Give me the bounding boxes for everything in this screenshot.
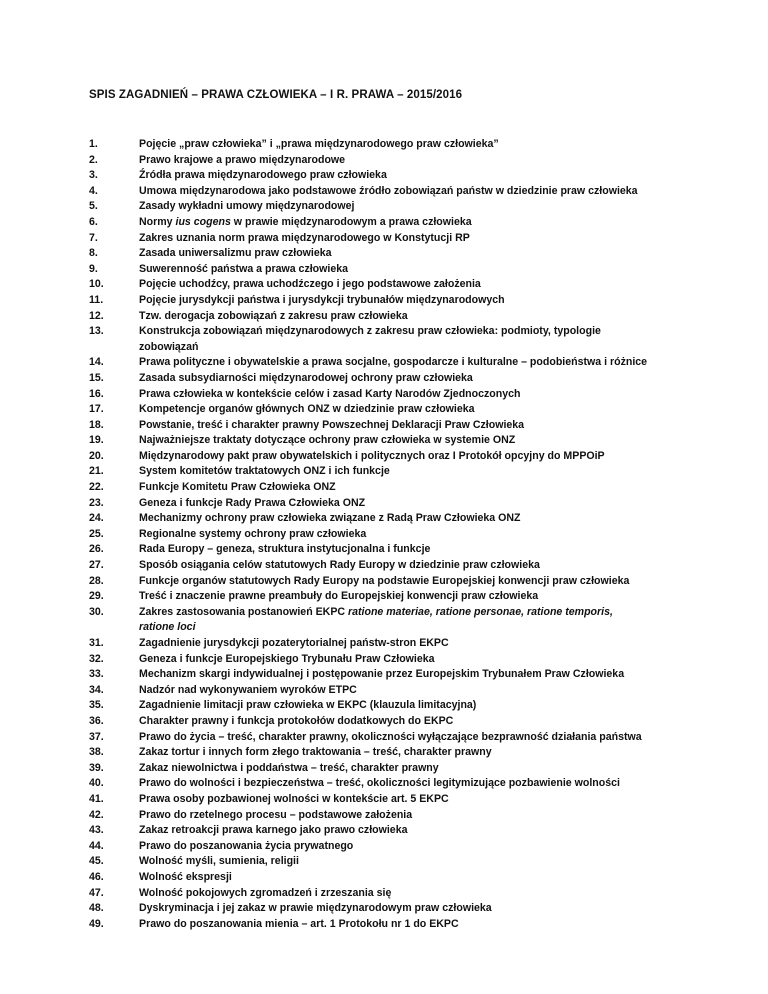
item-text: [139, 464, 729, 480]
list-item: [89, 636, 729, 652]
item-text-content: Zakres uznania norm prawa międzynarodowego w Konstytucji RP: [139, 231, 470, 244]
item-text: [139, 262, 729, 278]
item-text-content: Dyskryminacja i jej zakaz w prawie międzynarodowym praw człowieka: [139, 902, 492, 915]
item-number: 17.: [89, 403, 104, 416]
item-text: [139, 745, 729, 761]
item-number: 37.: [89, 730, 104, 743]
item-text-italic: ius cogens: [175, 215, 231, 228]
list-item: [89, 714, 729, 730]
item-text: [139, 355, 729, 371]
list-item: [89, 293, 729, 309]
item-text: [139, 636, 729, 652]
list-item: [89, 776, 729, 792]
item-text-content: w prawie międzynarodowym a prawa człowieka: [230, 215, 472, 228]
item-text: [139, 870, 729, 886]
item-text: [139, 309, 729, 325]
item-text: [139, 605, 729, 636]
item-number: 40.: [89, 777, 104, 790]
item-number: 24.: [89, 512, 104, 525]
item-text-content: Umowa międzynarodowa jako podstawowe źródło zobowiązań państw w dziedzinie praw człowieka: [139, 184, 638, 197]
item-text: [139, 449, 729, 465]
item-text-italic: ratione materiae, ratione personae, ratione temporis,: [348, 605, 613, 618]
item-text: [139, 496, 729, 512]
list-item: [89, 199, 729, 215]
item-text-content: Rada Europy – geneza, struktura instytucjonalna i funkcje: [139, 543, 431, 556]
item-text-content: Międzynarodowy pakt praw obywatelskich i politycznych oraz I Protokół opcyjny do MPPOiP: [139, 449, 605, 462]
item-text: [139, 558, 729, 574]
item-number: 1.: [89, 138, 98, 150]
item-number: 26.: [89, 543, 104, 556]
item-text-content: Regionalne systemy ochrony praw człowieka: [139, 527, 367, 540]
item-number: 8.: [89, 247, 98, 260]
list-item: [89, 262, 729, 278]
item-text-content: Zakaz tortur i innych form złego traktowania – treść, charakter prawny: [139, 746, 492, 759]
item-number: 35.: [89, 699, 104, 712]
item-text-content: Zasada subsydiarności międzynarodowej ochrony praw człowieka: [139, 371, 473, 384]
item-text: [139, 714, 729, 730]
list-item: [89, 683, 729, 699]
item-number: 41.: [89, 792, 104, 805]
item-text-content: Zasady wykładni umowy międzynarodowej: [139, 200, 355, 213]
list-item: [89, 402, 729, 418]
item-number: 43.: [89, 824, 104, 837]
item-number: 47.: [89, 886, 104, 899]
list-item: [89, 808, 729, 824]
item-text: [139, 667, 729, 683]
item-text-content: Prawo do poszanowania życia prywatnego: [139, 839, 354, 852]
item-text: [139, 371, 729, 387]
list-item: [89, 184, 729, 200]
item-text-content: Wolność ekspresji: [139, 870, 232, 883]
page-title: SPIS ZAGADNIEŃ – PRAWA CZŁOWIEKA – I R. PRAWA – 2015/2016: [89, 89, 463, 101]
list-item: [89, 917, 729, 933]
item-text: [139, 698, 729, 714]
list-item: [89, 480, 729, 496]
item-text-content: Geneza i funkcje Rady Prawa Człowieka ONZ: [139, 496, 366, 509]
item-text-content: Prawa osoby pozbawionej wolności w kontekście art. 5 EKPC: [139, 792, 449, 805]
item-number: 10.: [89, 278, 104, 291]
item-number: 5.: [89, 200, 98, 213]
item-text-content: Nadzór nad wykonywaniem wyroków ETPC: [139, 683, 357, 696]
item-text-content: Kompetencje organów głównych ONZ w dziedzinie praw człowieka: [139, 403, 475, 416]
list-item: [89, 387, 729, 403]
list-item: [89, 153, 729, 169]
item-text-content: Prawa polityczne i obywatelskie a prawa socjalne, gospodarcze i kulturalne – podobieństwa i różnice: [139, 356, 648, 369]
item-text: [139, 246, 729, 262]
item-text: [139, 153, 729, 169]
item-number: 20.: [89, 449, 104, 462]
list-item: [89, 277, 729, 293]
item-text: [139, 823, 729, 839]
item-text-content: Prawo krajowe a prawo międzynarodowe: [139, 153, 346, 166]
list-item: [89, 464, 729, 480]
item-number: 48.: [89, 902, 104, 915]
list-item: [89, 667, 729, 683]
item-text: [139, 387, 729, 403]
item-text: [139, 730, 729, 746]
item-text: [139, 184, 729, 200]
item-text: [139, 231, 729, 247]
item-text-content: Zakaz retroakcji prawa karnego jako prawo człowieka: [139, 824, 408, 837]
list-item: [89, 324, 729, 355]
list-item: [89, 792, 729, 808]
item-number: 13.: [89, 325, 104, 338]
list-item: [89, 574, 729, 590]
item-number: 11.: [89, 293, 104, 306]
item-text-content: Zakaz niewolnictwa i poddaństwa – treść, charakter prawny: [139, 761, 439, 774]
list-item: [89, 215, 729, 231]
item-text-content: Mechanizm skargi indywidualnej i postępowanie przez Europejskim Trybunałem Praw Człowieka: [139, 668, 625, 681]
list-item: [89, 542, 729, 558]
item-text: [139, 886, 729, 902]
item-number: 21.: [89, 465, 104, 478]
item-text: [139, 527, 729, 543]
item-text: [139, 761, 729, 777]
item-number: 33.: [89, 668, 104, 681]
item-text: [139, 917, 729, 933]
item-text: [139, 324, 729, 355]
list-item: [89, 137, 729, 153]
item-number: 34.: [89, 683, 104, 696]
list-item: [89, 589, 729, 605]
item-text: [139, 433, 729, 449]
item-text-content: Prawo do rzetelnego procesu – podstawowe założenia: [139, 808, 413, 821]
item-text-content: Charakter prawny i funkcja protokołów dodatkowych do EKPC: [139, 714, 454, 727]
list-item: [89, 823, 729, 839]
item-number: 44.: [89, 839, 104, 852]
item-text: [139, 293, 729, 309]
item-number: 19.: [89, 434, 104, 447]
item-number: 4.: [89, 184, 98, 197]
list-item: [89, 839, 729, 855]
item-number: 27.: [89, 559, 104, 572]
list-item: [89, 246, 729, 262]
item-text-content: Zagadnienie jurysdykcji pozaterytorialnej państw-stron EKPC: [139, 637, 449, 649]
item-text-content: Prawo do poszanowania mienia – art. 1 Protokołu nr 1 do EKPC: [139, 917, 459, 930]
item-text: [139, 402, 729, 418]
list-item: [89, 309, 729, 325]
item-number: 15.: [89, 371, 104, 384]
list-item: [89, 652, 729, 668]
item-text: [139, 574, 729, 590]
item-text-content: Treść i znaczenie prawne preambuły do Europejskiej konwencji praw człowieka: [139, 590, 539, 603]
item-text-content: Funkcje Komitetu Praw Człowieka ONZ: [139, 481, 336, 494]
item-number: 38.: [89, 746, 104, 759]
item-number: 49.: [89, 917, 104, 930]
item-text: [139, 542, 729, 558]
list-item: [89, 854, 729, 870]
list-item: [89, 496, 729, 512]
list-item: [89, 433, 729, 449]
list-item: [89, 730, 729, 746]
list-item: [89, 511, 729, 527]
item-text: [139, 137, 729, 153]
item-text-content: Najważniejsze traktaty dotyczące ochrony praw człowieka w systemie ONZ: [139, 434, 516, 447]
item-number: 31.: [89, 637, 104, 649]
topic-list: [89, 137, 729, 932]
list-item: [89, 901, 729, 917]
item-text-content: System komitetów traktatowych ONZ i ich funkcje: [139, 465, 390, 478]
list-item: [89, 745, 729, 761]
item-text-content: Źródła prawa międzynarodowego praw człowieka: [139, 169, 387, 182]
item-text: [139, 418, 729, 434]
item-text-content: Prawo do wolności i bezpieczeństwa – treść, okoliczności legitymizujące pozbawienie wolności: [139, 777, 620, 790]
item-text-content: Zagadnienie limitacji praw człowieka w EKPC (klauzula limitacyjna): [139, 699, 477, 712]
item-number: 6.: [89, 215, 98, 228]
item-text-content: Wolność pokojowych zgromadzeń i zrzeszania się: [139, 886, 392, 899]
item-number: 3.: [89, 169, 98, 182]
item-number: 46.: [89, 870, 104, 883]
item-number: 25.: [89, 527, 104, 540]
item-number: 45.: [89, 855, 104, 868]
item-number: 23.: [89, 496, 104, 509]
list-item: [89, 449, 729, 465]
item-text-content: Mechanizmy ochrony praw człowieka związane z Radą Praw Człowieka ONZ: [139, 512, 521, 525]
item-text: [139, 776, 729, 792]
item-text-content: Pojęcie „praw człowieka” i „prawa międzynarodowego praw człowieka”: [139, 138, 499, 150]
item-text-content: Wolność myśli, sumienia, religii: [139, 855, 299, 868]
item-text: [139, 199, 729, 215]
item-text-content: Konstrukcja zobowiązań międzynarodowych z zakresu praw człowieka: podmioty, typologie: [139, 325, 601, 338]
item-number: 39.: [89, 761, 104, 774]
item-number: 42.: [89, 808, 104, 821]
item-number: 9.: [89, 262, 98, 275]
list-item: [89, 698, 729, 714]
list-item: [89, 527, 729, 543]
item-number: 12.: [89, 309, 104, 322]
item-text: [139, 683, 729, 699]
item-text: [139, 277, 729, 293]
item-text-content: Tzw. derogacja zobowiązań z zakresu praw człowieka: [139, 309, 408, 322]
item-text: [139, 792, 729, 808]
item-text: [139, 652, 729, 668]
item-text: [139, 589, 729, 605]
item-number: 36.: [89, 714, 104, 727]
item-text: [139, 215, 729, 231]
item-text-content: Zakres zastosowania postanowień EKPC: [139, 605, 348, 618]
item-text-content: Sposób osiągania celów statutowych Rady Europy w dziedzinie praw człowieka: [139, 559, 540, 572]
item-number: 28.: [89, 574, 104, 587]
item-number: 16.: [89, 387, 104, 400]
list-item: [89, 371, 729, 387]
list-item: [89, 168, 729, 184]
item-number: 30.: [89, 605, 104, 618]
item-text: [139, 901, 729, 917]
item-text-content: Prawo do życia – treść, charakter prawny, okoliczności wyłączające bezprawność działania państwa: [139, 730, 642, 743]
list-item: [89, 870, 729, 886]
item-number: 2.: [89, 153, 98, 166]
item-number: 32.: [89, 652, 104, 665]
item-number: 18.: [89, 418, 104, 431]
item-text-content: Pojęcie jurysdykcji państwa i jurysdykcji trybunałów międzynarodowych: [139, 293, 505, 306]
list-item: [89, 886, 729, 902]
item-number: 14.: [89, 356, 104, 369]
item-text-continuation: ratione loci: [139, 621, 196, 634]
item-number: 22.: [89, 481, 104, 494]
list-item: [89, 418, 729, 434]
item-text: [139, 511, 729, 527]
list-item: [89, 355, 729, 371]
item-text-content: Prawa człowieka w kontekście celów i zasad Karty Narodów Zjednoczonych: [139, 387, 521, 400]
item-text: [139, 168, 729, 184]
item-text-continuation: zobowiązań: [139, 340, 199, 353]
item-number: 7.: [89, 231, 98, 244]
item-text-content: Geneza i funkcje Europejskiego Trybunału Praw Człowieka: [139, 652, 435, 665]
item-number: 29.: [89, 590, 104, 603]
item-text-content: Zasada uniwersalizmu praw człowieka: [139, 247, 332, 260]
list-item: [89, 558, 729, 574]
list-item: [89, 761, 729, 777]
list-item: [89, 605, 729, 636]
item-text-content: Powstanie, treść i charakter prawny Powszechnej Deklaracji Praw Człowieka: [139, 418, 525, 431]
item-text: [139, 839, 729, 855]
item-text-content: Funkcje organów statutowych Rady Europy na podstawie Europejskiej konwencji praw człowieka: [139, 574, 630, 587]
list-item: [89, 231, 729, 247]
item-text-content: Normy: [139, 215, 176, 228]
item-text: [139, 808, 729, 824]
item-text-content: Pojęcie uchodźcy, prawa uchodźczego i jego podstawowe założenia: [139, 278, 481, 291]
item-text: [139, 480, 729, 496]
item-text: [139, 854, 729, 870]
item-text-content: Suwerenność państwa a prawa człowieka: [139, 262, 349, 275]
